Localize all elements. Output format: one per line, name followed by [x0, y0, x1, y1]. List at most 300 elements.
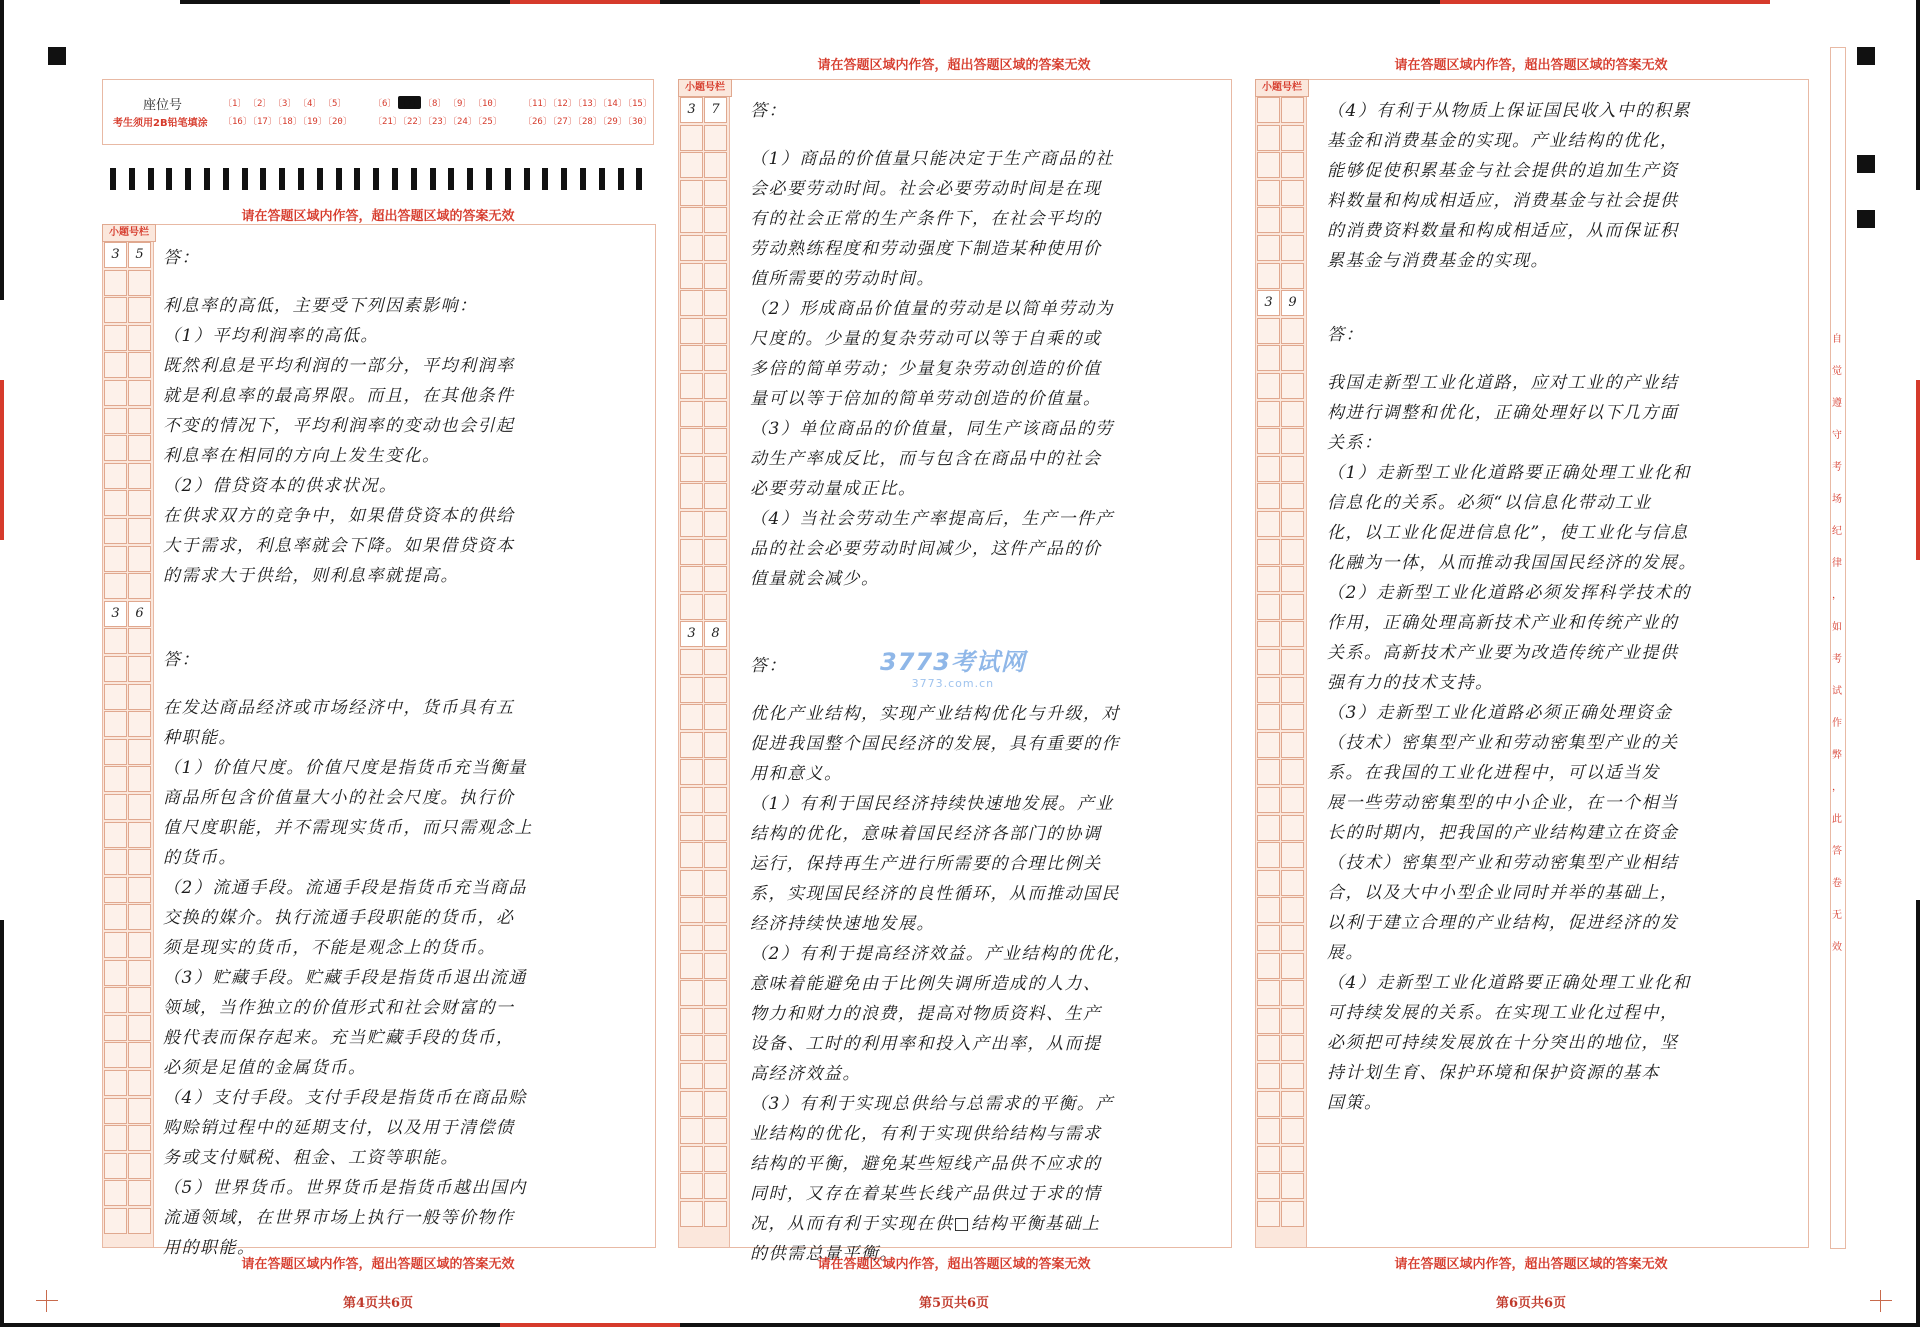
- question-score-cell: [128, 766, 151, 792]
- seat-bubble[interactable]: 〔24〕: [448, 117, 477, 127]
- question-score-cell: [1281, 373, 1304, 399]
- question-score-cell: [128, 463, 151, 489]
- timing-mark: [166, 168, 172, 190]
- seat-bubble[interactable]: 〔20〕: [323, 117, 352, 127]
- question-score-cell: [1281, 980, 1304, 1006]
- seat-bubble[interactable]: 〔9〕: [448, 99, 472, 109]
- question-score-cell: [680, 1173, 703, 1199]
- question-score-cell: [1257, 1091, 1280, 1117]
- warning-top-page4: 请在答题区域内作答，超出答题区域的答案无效: [241, 209, 515, 224]
- warning-bottom-page5: 请在答题区域内作答，超出答题区域的答案无效: [817, 1257, 1091, 1272]
- question-score-cell: [680, 207, 703, 233]
- timing-mark: [204, 168, 210, 190]
- timing-mark: [242, 168, 248, 190]
- answer-line: 会必要劳动时间。社会必要劳动时间是在现: [750, 179, 1102, 199]
- question-score-cell: [1281, 456, 1304, 482]
- question-score-cell: [1281, 704, 1304, 730]
- question-score-cell: [704, 953, 727, 979]
- question-score-cell: [1281, 1091, 1304, 1117]
- question-score-cell: [1281, 235, 1304, 261]
- seat-bubble[interactable]: 〔30〕: [623, 117, 652, 127]
- question-score-cell: [104, 766, 127, 792]
- answer-line: 不变的情况下，平均利润率的变动也会引起: [163, 416, 515, 436]
- question-score-cell: [680, 842, 703, 868]
- answer-line: 大于需求，利息率就会下降。如果借贷资本: [163, 536, 515, 556]
- question-score-cell: [1257, 1063, 1280, 1089]
- answer-line: 合，以及大中小型企业同时并举的基础上，: [1327, 883, 1679, 903]
- question-score-cell: [680, 870, 703, 896]
- seat-bubble[interactable]: 〔3〕: [273, 99, 297, 109]
- registration-mark-right-1: [1857, 155, 1875, 173]
- question-score-cell: [1257, 235, 1280, 261]
- answer-line: 品的社会必要劳动时间减少，这件产品的价: [750, 539, 1102, 559]
- question-score-cell: [704, 566, 727, 592]
- answer-line: 结构的平衡，避免某些短线产品供不应求的: [750, 1154, 1102, 1174]
- question-score-cell: [704, 373, 727, 399]
- seat-bubble[interactable]: 〔6〕: [373, 99, 397, 109]
- seat-bubble[interactable]: 〔12〕: [548, 99, 577, 109]
- question-score-cell: [128, 960, 151, 986]
- question-score-cell: [1257, 428, 1280, 454]
- question-score-cell: [1257, 511, 1280, 537]
- question-score-cell: [104, 270, 127, 296]
- seat-bubble[interactable]: 〔27〕: [548, 117, 577, 127]
- question-score-cell: [680, 787, 703, 813]
- answer-line: 基金和消费基金的实现。产业结构的优化，: [1327, 131, 1679, 151]
- timing-mark: [298, 168, 304, 190]
- seat-bubble[interactable]: 〔28〕: [573, 117, 602, 127]
- question-score-cell: [704, 704, 727, 730]
- question-score-cell: [1281, 428, 1304, 454]
- seat-bubble[interactable]: 〔16〕: [223, 117, 252, 127]
- side-notice-char: 无: [1832, 910, 1842, 921]
- side-notice-char: 遵: [1832, 398, 1842, 409]
- answer-line: 购赊销过程中的延期支付，以及用于清偿债: [163, 1118, 515, 1138]
- answer-line: 系，实现国民经济的良性循环，从而推动国民: [750, 884, 1120, 904]
- answer-line: （2）有利于提高经济效益。产业结构的优化，: [750, 944, 1133, 964]
- question-score-cell: [128, 490, 151, 516]
- question-score-cell: [1257, 180, 1280, 206]
- answer-line: 的消费资料数量和构成相适应，从而保证积: [1327, 221, 1679, 241]
- answer-line: （1）价值尺度。价值尺度是指货币充当衡量: [163, 758, 527, 778]
- answer-line: 利息率在相同的方向上发生变化。: [163, 446, 441, 466]
- question-score-cell: [104, 849, 127, 875]
- answer-line: 须是现实的货币，不能是观念上的货币。: [163, 938, 496, 958]
- answer-line: 在供求双方的竞争中，如果借贷资本的供给: [163, 506, 515, 526]
- question-score-cell: [704, 897, 727, 923]
- question-score-cell: [680, 1063, 703, 1089]
- question-score-cell: [704, 263, 727, 289]
- question-score-cell: [104, 711, 127, 737]
- question-score-cell: [104, 904, 127, 930]
- timing-mark: [467, 168, 473, 190]
- question-number-cell: 3: [680, 621, 703, 647]
- question-score-cell: [128, 1042, 151, 1068]
- answer-q37[interactable]: [750, 96, 1114, 594]
- question-score-cell: [128, 1070, 151, 1096]
- question-score-cell: [128, 711, 151, 737]
- question-score-cell: [1257, 815, 1280, 841]
- question-score-cell: [680, 180, 703, 206]
- answer-line: 的货币。: [163, 848, 237, 868]
- question-score-cell: [1281, 539, 1304, 565]
- question-score-cell: [104, 822, 127, 848]
- seat-bubble[interactable]: 〔21〕: [373, 117, 402, 127]
- question-score-cell: [680, 125, 703, 151]
- watermark-title: 3773考试网: [880, 648, 1026, 676]
- question-score-cell: [1257, 1201, 1280, 1227]
- question-score-cell: [680, 594, 703, 620]
- seat-bubble[interactable]: 〔29〕: [598, 117, 627, 127]
- top-edge-bar-mid: [660, 0, 920, 4]
- question-score-cell: [680, 732, 703, 758]
- question-score-cell: [128, 1125, 151, 1151]
- question-score-cell: [1281, 511, 1304, 537]
- answer-line: （2）形成商品价值量的劳动是以简单劳动为: [750, 299, 1114, 319]
- question-score-cell: [704, 1091, 727, 1117]
- question-score-cell: [680, 345, 703, 371]
- seat-bubble[interactable]: 〔17〕: [248, 117, 277, 127]
- bottom-edge-red: [500, 1323, 680, 1327]
- question-score-cell: [1257, 373, 1280, 399]
- question-score-cell: [680, 263, 703, 289]
- warning-bottom-page6: 请在答题区域内作答，超出答题区域的答案无效: [1394, 1257, 1668, 1272]
- question-score-cell: [1281, 842, 1304, 868]
- answer-line: 运行，保持再生产进行所需要的合理比例关: [750, 854, 1102, 874]
- question-score-cell: [1257, 152, 1280, 178]
- timing-mark: [599, 168, 605, 190]
- answer-line: 答：: [1327, 325, 1364, 345]
- question-score-cell: [104, 490, 127, 516]
- question-score-cell: [104, 408, 127, 434]
- question-score-cell: [128, 297, 151, 323]
- answer-line: 展一些劳动密集型的中小企业，在一个相当: [1327, 793, 1679, 813]
- answer-line: 的供需总量平衡。: [750, 1244, 898, 1264]
- question-score-cell: [680, 539, 703, 565]
- answer-line: （1）商品的价值量只能决定于生产商品的社: [750, 149, 1114, 169]
- question-score-cell: [680, 925, 703, 951]
- answer-q38-continued[interactable]: [1327, 96, 1691, 276]
- right-edge-red: [1916, 380, 1920, 560]
- question-score-cell: [680, 511, 703, 537]
- top-edge-red-right: [1440, 0, 1770, 4]
- question-score-cell: [128, 573, 151, 599]
- question-score-cell: [1281, 1201, 1304, 1227]
- warning-bottom-page4: 请在答题区域内作答，超出答题区域的答案无效: [241, 1257, 515, 1272]
- timing-mark: [524, 168, 530, 190]
- left-edge-bar-bottom: [0, 920, 4, 1327]
- answer-q38[interactable]: [750, 651, 1132, 1269]
- answer-gap: [750, 126, 1114, 144]
- question-score-cell: [704, 401, 727, 427]
- timing-mark: [260, 168, 266, 190]
- top-edge-red-left: [510, 0, 660, 4]
- question-score-cell: [1257, 539, 1280, 565]
- question-score-cell: [1257, 401, 1280, 427]
- answer-line: 值量就会减少。: [750, 569, 880, 589]
- registration-mark-right-2: [1857, 210, 1875, 228]
- question-score-cell: [1257, 207, 1280, 233]
- timing-mark: [185, 168, 191, 190]
- question-score-cell: [104, 656, 127, 682]
- question-score-cell: [680, 704, 703, 730]
- question-score-cell: [1257, 870, 1280, 896]
- answer-line: 答：: [163, 650, 200, 670]
- answer-gap: [163, 675, 533, 693]
- answer-line: 就是利息率的最高界限。而且，在其他条件: [163, 386, 515, 406]
- seat-bubble[interactable]: 〔4〕: [298, 99, 322, 109]
- question-score-cell: [104, 573, 127, 599]
- question-score-cell: [1281, 677, 1304, 703]
- answer-line: 必须把可持续发展放在十分突出的地位，坚: [1327, 1033, 1679, 1053]
- right-edge-bar-bottom: [1916, 900, 1920, 1327]
- question-score-cell: [704, 1173, 727, 1199]
- question-score-cell: [680, 953, 703, 979]
- side-notice-char: 场: [1832, 494, 1842, 505]
- answer-line: 物力和财力的浪费，提高对物质资料、生产: [750, 1004, 1102, 1024]
- answer-line: 劳动熟练程度和劳动强度下制造某种使用价: [750, 239, 1102, 259]
- answer-line: （技术）密集型产业和劳动密集型产业的关: [1327, 733, 1679, 753]
- answer-line: 设备、工时的利用率和投入产出率，从而提: [750, 1034, 1102, 1054]
- question-score-cell: [704, 677, 727, 703]
- seat-bubble[interactable]: 〔5〕: [323, 99, 347, 109]
- question-score-cell: [1281, 1118, 1304, 1144]
- question-score-cell: [128, 877, 151, 903]
- question-score-cell: [1257, 953, 1280, 979]
- question-score-cell: [128, 822, 151, 848]
- question-score-cell: [104, 518, 127, 544]
- question-score-cell: [1257, 649, 1280, 675]
- question-score-cell: [128, 1098, 151, 1124]
- question-score-cell: [104, 932, 127, 958]
- question-score-cell: [128, 987, 151, 1013]
- answer-line: 能够促使积累基金与社会提供的追加生产资: [1327, 161, 1679, 181]
- answer-line: （2）流通手段。流通手段是指货币充当商品: [163, 878, 527, 898]
- answer-line: 务或支付赋税、租金、工资等职能。: [163, 1148, 459, 1168]
- question-score-cell: [704, 1201, 727, 1227]
- answer-line: 可持续发展的关系。在实现工业化过程中，: [1327, 1003, 1679, 1023]
- answer-q35[interactable]: [163, 243, 515, 591]
- question-score-cell: [104, 1015, 127, 1041]
- question-score-cell: [1281, 621, 1304, 647]
- side-notice-strip: [1830, 47, 1846, 1249]
- question-score-cell: [128, 628, 151, 654]
- question-score-cell: [704, 207, 727, 233]
- question-score-cell: [1257, 842, 1280, 868]
- question-score-cell: [128, 270, 151, 296]
- question-score-cell: [1281, 732, 1304, 758]
- question-score-cell: [1257, 787, 1280, 813]
- warning-top-page6: 请在答题区域内作答，超出答题区域的答案无效: [1394, 58, 1668, 73]
- question-score-cell: [680, 401, 703, 427]
- question-score-cell: [1281, 97, 1304, 123]
- answer-line: 答：: [750, 656, 787, 676]
- question-score-cell: [1257, 1146, 1280, 1172]
- answer-gap: [1327, 350, 1697, 368]
- question-score-cell: [1281, 815, 1304, 841]
- seat-bubble[interactable]: 〔26〕: [523, 117, 552, 127]
- timing-mark: [110, 168, 116, 190]
- question-score-cell: [1257, 566, 1280, 592]
- seat-bubble[interactable]: 〔13〕: [573, 99, 602, 109]
- question-score-cell: [704, 1118, 727, 1144]
- answer-line: 国策。: [1327, 1093, 1383, 1113]
- question-number-cell: 9: [1281, 290, 1304, 316]
- question-score-cell: [128, 546, 151, 572]
- timing-mark: [411, 168, 417, 190]
- seat-bubble[interactable]: 〔19〕: [298, 117, 327, 127]
- answer-line: （3）贮藏手段。贮藏手段是指货币退出流通: [163, 968, 527, 988]
- timing-mark: [636, 168, 642, 190]
- answer-line: 般代表而保存起来。充当贮藏手段的货币，: [163, 1028, 515, 1048]
- seat-bubble[interactable]: 〔23〕: [423, 117, 452, 127]
- answer-line: （4）当社会劳动生产率提高后，生产一件产: [750, 509, 1114, 529]
- question-score-cell: [128, 1153, 151, 1179]
- seat-bubble[interactable]: 〔8〕: [423, 99, 447, 109]
- question-score-cell: [704, 180, 727, 206]
- question-score-cell: [1281, 1063, 1304, 1089]
- crosshair-bottom-right: [1870, 1290, 1892, 1312]
- question-score-cell: [680, 1008, 703, 1034]
- timing-mark: [148, 168, 154, 190]
- seat-bubble[interactable]: 〔2〕: [248, 99, 272, 109]
- answer-line: 尺度的。少量的复杂劳动可以等于自乘的或: [750, 329, 1102, 349]
- seat-bubble[interactable]: 〔14〕: [598, 99, 627, 109]
- timing-mark: [580, 168, 586, 190]
- question-score-cell: [704, 152, 727, 178]
- answer-line: 用和意义。: [750, 764, 843, 784]
- question-score-cell: [680, 483, 703, 509]
- question-score-cell: [104, 1125, 127, 1151]
- question-score-cell: [1281, 649, 1304, 675]
- question-score-cell: [1257, 980, 1280, 1006]
- question-score-cell: [104, 794, 127, 820]
- question-score-cell: [1281, 953, 1304, 979]
- question-score-cell: [1257, 1035, 1280, 1061]
- question-score-cell: [1281, 566, 1304, 592]
- answer-line: 答：: [163, 248, 200, 268]
- question-score-cell: [704, 318, 727, 344]
- answer-line: 促进我国整个国民经济的发展，具有重要的作: [750, 734, 1120, 754]
- question-score-cell: [104, 352, 127, 378]
- question-score-cell: [1257, 704, 1280, 730]
- seat-number-box: [102, 79, 654, 145]
- seat-bubble[interactable]: 〔18〕: [273, 117, 302, 127]
- answer-q39[interactable]: [1327, 320, 1697, 1118]
- answer-line: 的需求大于供给，则利息率就提高。: [163, 566, 459, 586]
- answer-line: 用的职能。: [163, 1238, 256, 1258]
- answer-line: 高经济效益。: [750, 1064, 861, 1084]
- question-score-cell: [680, 1201, 703, 1227]
- seat-bubble[interactable]: 〔25〕: [473, 117, 502, 127]
- question-number-header: 小题号栏: [1255, 79, 1309, 97]
- answer-q36[interactable]: [163, 645, 533, 1263]
- answer-line: 意味着能避免由于比例失调所造成的人力、: [750, 974, 1102, 994]
- answer-line: 商品所包含价值量大小的社会尺度。执行价: [163, 788, 515, 808]
- timing-mark: [354, 168, 360, 190]
- question-score-cell: [1257, 125, 1280, 151]
- answer-line: （3）有利于实现总供给与总需求的平衡。产: [750, 1094, 1114, 1114]
- question-score-cell: [680, 759, 703, 785]
- side-notice-char: 弊: [1832, 750, 1842, 761]
- question-score-cell: [1257, 97, 1280, 123]
- question-score-cell: [680, 235, 703, 261]
- question-score-cell: [104, 463, 127, 489]
- question-score-cell: [704, 649, 727, 675]
- question-score-cell: [128, 849, 151, 875]
- question-score-cell: [704, 1035, 727, 1061]
- seat-bubble[interactable]: 〔1〕: [223, 99, 247, 109]
- question-score-cell: [680, 677, 703, 703]
- answer-line: 况，从而有利于实现在供□结构平衡基础上: [750, 1214, 1101, 1234]
- answer-line: （1）平均利润率的高低。: [163, 326, 379, 346]
- question-score-cell: [1281, 1035, 1304, 1061]
- seat-bubble[interactable]: 〔15〕: [623, 99, 652, 109]
- question-score-cell: [128, 325, 151, 351]
- question-score-cell: [1281, 870, 1304, 896]
- side-notice-char: 考: [1832, 462, 1842, 473]
- question-score-cell: [128, 932, 151, 958]
- question-score-cell: [128, 380, 151, 406]
- timing-mark: [279, 168, 285, 190]
- answer-line: 答：: [750, 101, 787, 121]
- question-score-cell: [1257, 1008, 1280, 1034]
- question-score-cell: [128, 408, 151, 434]
- question-score-cell: [1257, 925, 1280, 951]
- timing-mark: [129, 168, 135, 190]
- question-score-cell: [704, 290, 727, 316]
- question-number-cell: 8: [704, 621, 727, 647]
- question-score-cell: [104, 960, 127, 986]
- seat-bubble[interactable]: 〔11〕: [523, 99, 552, 109]
- question-score-cell: [1281, 125, 1304, 151]
- answer-line: 化融为一体，从而推动我国国民经济的发展。: [1327, 553, 1697, 573]
- timing-mark: [448, 168, 454, 190]
- seat-bubble[interactable]: 〔22〕: [398, 117, 427, 127]
- answer-line: 交换的媒介。执行流通手段职能的货币，必: [163, 908, 515, 928]
- top-edge-red-mid: [920, 0, 1100, 4]
- answer-line: 领域，当作独立的价值形式和社会财富的一: [163, 998, 515, 1018]
- bottom-edge-bar-right: [680, 1323, 1920, 1327]
- question-number-cell: 5: [128, 242, 151, 268]
- question-number-cell: 6: [128, 601, 151, 627]
- question-score-cell: [704, 842, 727, 868]
- question-score-cell: [104, 1180, 127, 1206]
- question-number-cell: 3: [104, 242, 127, 268]
- seat-bubble[interactable]: 〔10〕: [473, 99, 502, 109]
- question-score-cell: [1281, 925, 1304, 951]
- seat-bubble[interactable]: 〔7〕: [398, 96, 421, 109]
- answer-line: 量可以等于倍加的简单劳动创造的价值量。: [750, 389, 1102, 409]
- question-score-cell: [104, 877, 127, 903]
- question-score-cell: [680, 815, 703, 841]
- answer-line: 在发达商品经济或市场经济中，货币具有五: [163, 698, 515, 718]
- seat-bubble-grid[interactable]: [223, 96, 652, 132]
- question-score-cell: [1281, 318, 1304, 344]
- question-score-cell: [128, 1015, 151, 1041]
- question-score-cell: [1257, 263, 1280, 289]
- answer-line: 长的时期内，把我国的产业结构建立在资金: [1327, 823, 1679, 843]
- timing-mark: [392, 168, 398, 190]
- question-score-cell: [104, 325, 127, 351]
- side-notice-char: 卷: [1832, 878, 1842, 889]
- question-score-cell: [680, 456, 703, 482]
- side-notice-char: 如: [1832, 622, 1842, 633]
- question-score-cell: [1281, 1173, 1304, 1199]
- answer-line: 作用，正确处理高新技术产业和传统产业的: [1327, 613, 1679, 633]
- answer-line: （3）单位商品的价值量，同生产该商品的劳: [750, 419, 1114, 439]
- answer-line: 优化产业结构，实现产业结构优化与升级，对: [750, 704, 1120, 724]
